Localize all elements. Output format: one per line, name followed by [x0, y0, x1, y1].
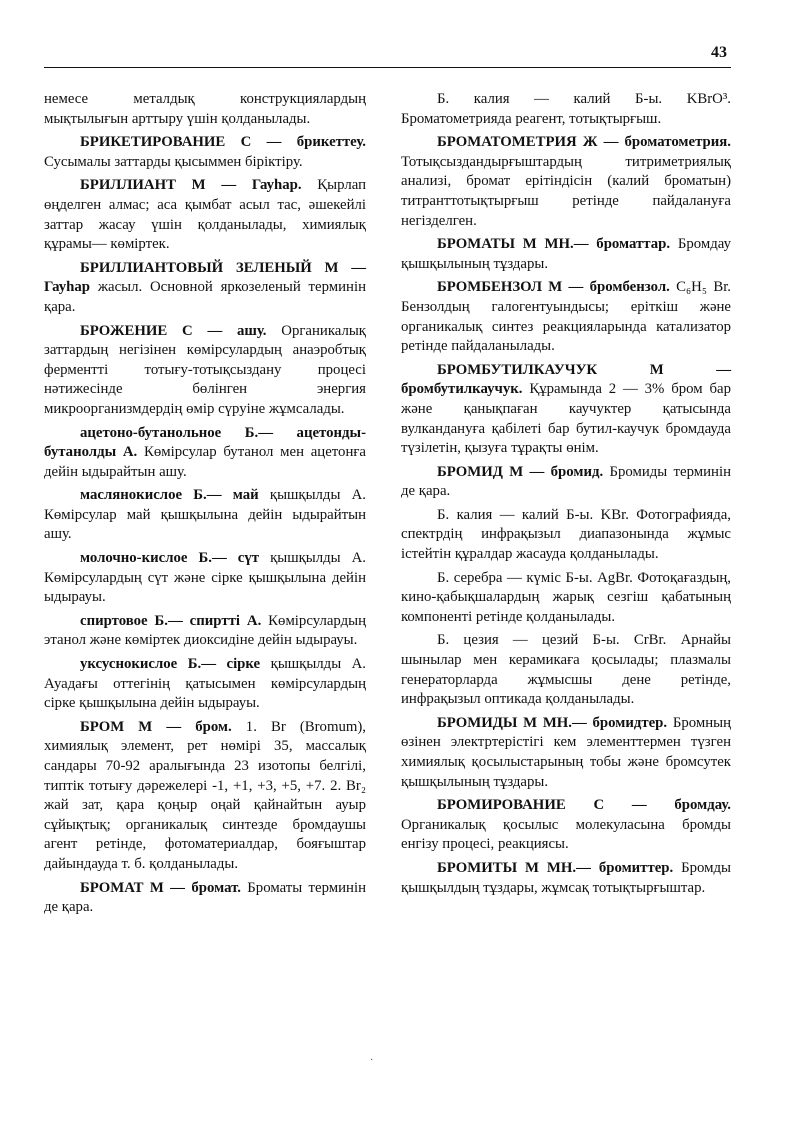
entry-definition: C₆H₅ Br. Бензолдың галогентуындысы; еріткіш және органикалық синтез реакцияларында катализатор ретінде пайдаланылады. — [401, 279, 732, 355]
dictionary-entry — [44, 424, 366, 483]
entry-headword: БРОМАТЫ М МН.— броматтар. — [437, 236, 671, 253]
entry-definition: немесе металдық конструкциялардың мықтылығын арттыру үшін қолданылады. — [44, 91, 366, 127]
dictionary-entry — [401, 796, 731, 855]
entry-headword: БРИЛЛИАНТ М — Гауһар. — [80, 177, 302, 194]
entry-definition: Органикалық қосылыс молекуласына бромды енгізу процесі, реакциясы. — [401, 816, 731, 853]
entry-definition: қышқылды А. Көмірсулар май қышқылына дейін ыдырайтын ашу. — [44, 487, 366, 543]
dictionary-entry — [44, 718, 366, 875]
dictionary-entry — [401, 714, 731, 792]
dictionary-entry — [401, 361, 731, 459]
dictionary-entry — [44, 90, 366, 129]
dictionary-entry — [401, 569, 731, 628]
entry-headword: БРОМИТЫ М МН.— бромиттер. — [437, 859, 674, 876]
entry-definition: Бромиды терминін де қара. — [401, 463, 731, 500]
entry-headword: спиртовое Б.— спиртті А. — [80, 612, 262, 629]
entry-definition: Б. калия — калий Б-ы. KBr. Фотографияда, спектрдің инфрақызыл диапазонында жұмыс істейтін құралдар жасауда қолданылады. — [401, 506, 731, 563]
entry-headword: БРОМАТОМЕТРИЯ Ж — броматометрия. — [437, 134, 731, 151]
entry-headword: БРОМБЕНЗОЛ М — бромбензол. — [437, 279, 670, 296]
print-speck: · — [370, 1055, 374, 1066]
dictionary-entry — [401, 463, 731, 502]
entry-headword: БРОМИД М — бромид. — [437, 463, 604, 480]
dictionary-entry — [401, 859, 731, 898]
right-column — [401, 90, 731, 902]
entry-definition: 1. Br (Bromum), химиялық элемент, рет нөмірі 35, массалық сандары 70-92 аралығында 23 изотопы белгілі, типтік тотығу дәрежелері -1, +1, +3, +5, +7. 2. Br₂ жай зат, қара қоңыр оңай қайнайтын ауыр сұйықтық; органикалық синтезде бромдаушы агент ретінде, фотоматериалдар, бояғыштар дайындауда т. б. қолданылады. — [44, 718, 366, 872]
entry-definition: Тотықсыздандырғыштардың титриметриялық анализі, бромат ерітіндісін (калий броматын) титранттотықтырғыш ретінде пайдалануға негізделген. — [401, 153, 731, 229]
page-number: 43 — [711, 44, 727, 61]
entry-headword: молочно-кислое Б.— сүт — [80, 550, 260, 567]
dictionary-entry — [44, 133, 366, 172]
entry-headword: маслянокислое Б.— май — [80, 487, 259, 504]
entry-definition: Бромдау қышқылының тұздары. — [401, 236, 732, 272]
dictionary-entry — [401, 631, 731, 709]
dictionary-entry — [401, 133, 731, 231]
entry-definition: Бромды қышқылдың тұздары, жұмсақ тотықтырғыштар. — [401, 859, 731, 896]
entry-definition: Бромның өзінен электртерістігі кем элементтермен түзген химиялық қосылыстарының тобы және бромсутек қышқылының тұздары. — [401, 714, 731, 790]
entry-headword: БРОМИДЫ М МН.— бромидтер. — [437, 714, 668, 731]
entry-headword: БРИКЕТИРОВАНИЕ С — брикеттеу. — [80, 134, 366, 151]
dictionary-entry — [401, 90, 731, 129]
entry-headword: БРОМИРОВАНИЕ С — бромдау. — [437, 797, 731, 814]
entry-definition: Б. цезия — цезий Б-ы. CrBr. Арнайы шынылар мен керамикаға қосылады; плазмалы генераторларда жұмысшы дене ретінде, инфрақызыл оптикада қолданылады. — [401, 632, 731, 708]
dictionary-entry — [401, 506, 731, 565]
entry-headword: БРОЖЕНИЕ С — ашу. — [80, 322, 267, 339]
entry-definition: Б. серебра — күміс Б-ы. AgBr. Фотоқағаздың, кино-қабықшалардың жарық сезгіш қабатының компоненті ретінде қолданылады. — [401, 569, 731, 625]
entry-headword: уксуснокислое Б.— сірке — [80, 656, 261, 673]
dictionary-entry — [44, 259, 366, 318]
entry-definition: Қырлап өңделген алмас; аса қымбат асыл тас, әшекейлі заттар жасау үшін қолданылады, химиялық құрамы— көміртек. — [44, 177, 366, 253]
entry-definition: Органикалық заттардың негізінен көмірсулардың анаэробтық ферментті тотығу-тотықсыздану процесі нәтижесінде бөлінген энергия микроорганизмдердің өмір сүруіне жұмсалады. — [44, 322, 367, 417]
entry-definition: қышқылды А. Ауадағы оттегінің қатысымен көмірсулардың сірке қышқылына дейін ыдырауы. — [44, 656, 367, 712]
entry-definition: Сусымалы заттарды қысыммен біріктіру. — [44, 153, 303, 170]
dictionary-entry — [401, 235, 731, 274]
entry-definition: Көмірсулар бутанол мен ацетонға дейін ыдырайтын ашу. — [44, 444, 366, 480]
header-divider — [44, 67, 731, 68]
dictionary-entry — [401, 278, 731, 356]
dictionary-entry — [44, 176, 366, 254]
left-column — [44, 90, 366, 922]
dictionary-entry — [44, 486, 366, 545]
dictionary-entry — [44, 612, 366, 651]
entry-headword: ацетоно-бутанольное Б.— ацетонды-бутанолды А. — [44, 424, 366, 461]
entry-definition: Құрамында 2 — 3% бром бар және қанықпаған каучуктер қатысында вулкандануға қабілеті бар бутил-каучук бромдауда түзілетін, қызуға тұрақты өнім. — [401, 381, 731, 457]
entry-definition: Көмірсулардың этанол және көміртек диоксидіне дейін ыдырауы. — [44, 612, 366, 649]
entry-headword: БРОМАТ М — бромат. — [80, 879, 241, 896]
dictionary-entry — [44, 655, 366, 714]
entry-headword: БРОМ М — бром. — [80, 718, 232, 735]
entry-definition: Броматы терминін де қара. — [44, 879, 366, 916]
entry-definition: қышқылды А. Көмірсулардың сүт және сірке қышқылына дейін ыдырауы. — [44, 550, 366, 606]
entry-definition: Б. калия — калий Б-ы. KBrO³. Броматометрияда реагент, тотықтырғыш. — [401, 91, 731, 127]
entry-definition: жасыл. Основной яркозеленый терминін қара. — [44, 279, 366, 315]
dictionary-entry — [44, 879, 366, 918]
dictionary-entry — [44, 322, 366, 420]
dictionary-entry — [44, 549, 366, 608]
entry-headword: БРОМБУТИЛКАУЧУК М — бромбутилкаучук. — [401, 361, 731, 398]
entry-headword: БРИЛЛИАНТОВЫЙ ЗЕЛЕНЫЙ М — Гауһар — [44, 259, 366, 296]
